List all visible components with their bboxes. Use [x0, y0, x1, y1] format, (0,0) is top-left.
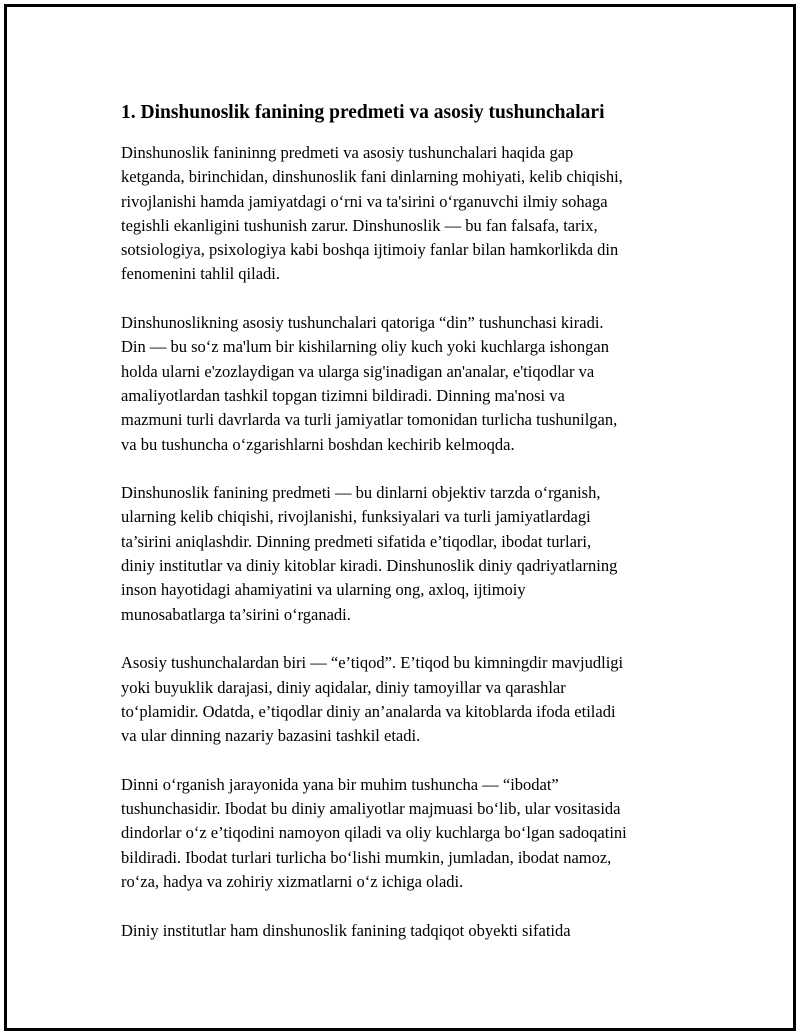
text-line: munosabatlarga ta’sirini o‘rganadi.: [121, 604, 351, 624]
text-line: va ular dinning nazariy bazasini tashkil etadi.: [121, 726, 421, 746]
text-line: ro‘za, hadya va zohiriy xizmatlarni o‘z ichiga oladi.: [121, 871, 464, 891]
text-line: yoki buyuklik darajasi, diniy aqidalar, diniy tamoyillar va qarashlar: [121, 677, 566, 697]
text-line: tushunchasidir. Ibodat bu diniy amaliyotlar majmuasi bo‘lib, ular vositasida: [121, 799, 621, 819]
text-line: mazmuni turli davrlarda va turli jamiyatlar tomonidan turlicha tushunilgan,: [121, 410, 618, 430]
text-line: Dinshunoslik fanininng predmeti va asosiy tushunchalari haqida gap: [121, 143, 574, 162]
paragraph: [121, 141, 681, 287]
text-line: fenomenini tahlil qiladi.: [121, 264, 281, 284]
text-line: Din — bu so‘z ma'lum bir kishilarning oliy kuch yoki kuchlarga ishongan: [121, 337, 609, 357]
text-line: ularning kelib chiqishi, rivojlanishi, funksiyalari va turli jamiyatlardagi: [121, 507, 591, 527]
text-line: amaliyotlardan tashkil topgan tizimni bildiradi. Dinning ma'nosi va: [121, 385, 565, 405]
paragraph: [121, 919, 681, 943]
text-line: diniy institutlar va diniy kitoblar kiradi. Dinshunoslik diniy qadriyatlarning: [121, 556, 618, 576]
paragraph: [121, 481, 681, 627]
page-frame: [4, 4, 796, 1031]
text-line: bildiradi. Ibodat turlari turlicha bo‘lishi mumkin, jumladan, ibodat namoz,: [121, 847, 612, 867]
text-line: Asosiy tushunchalardan biri — “e’tiqod”. E’tiqod bu kimningdir mavjudligi: [121, 653, 624, 673]
paragraph: [121, 773, 681, 894]
text-line: Dinshunoslikning asosiy tushunchalari qatoriga “din” tushunchasi kiradi.: [121, 313, 604, 333]
text-line: inson hayotidagi ahamiyatini va ularning ong, axloq, ijtimoiy: [121, 580, 526, 600]
text-line: Dinni o‘rganish jarayonida yana bir muhim tushuncha — “ibodat”: [121, 774, 559, 794]
text-line: sotsiologiya, psixologiya kabi boshqa ijtimoiy fanlar bilan hamkorlikda din: [121, 240, 619, 260]
text-line: tegishli ekanligini tushunish zarur. Dinshunoslik — bu fan falsafa, tarix,: [121, 215, 598, 235]
text-line: to‘plamidir. Odatda, e’tiqodlar diniy an’analarda va kitoblarda ifoda etiladi: [121, 701, 616, 721]
paragraph: [121, 651, 681, 748]
text-line: va bu tushuncha o‘zgarishlarni boshdan kechirib kelmoqda.: [121, 434, 515, 454]
document-body: [121, 99, 681, 967]
text-line: ta’sirini aniqlashdir. Dinning predmeti sifatida e’tiqodlar, ibodat turlari,: [121, 531, 592, 551]
paragraph-list: [121, 141, 681, 943]
paragraph: [121, 311, 681, 457]
text-line: Diniy institutlar ham dinshunoslik fanining tadqiqot obyekti sifatida: [121, 920, 571, 940]
text-line: ketganda, birinchidan, dinshunoslik fani dinlarning mohiyati, kelib chiqishi,: [121, 167, 623, 187]
text-line: rivojlanishi hamda jamiyatdagi o‘rni va ta'sirini o‘rganuvchi ilmiy sohaga: [121, 191, 608, 211]
text-line: Dinshunoslik fanining predmeti — bu dinlarni objektiv tarzda o‘rganish,: [121, 483, 601, 503]
section-heading: 1. Dinshunoslik fanining predmeti va asosiy tushunchalari: [121, 102, 605, 123]
text-line: dindorlar o‘z e’tiqodini namoyon qiladi va oliy kuchlarga bo‘lgan sadoqatini: [121, 823, 627, 843]
text-line: holda ularni e'zozlaydigan va ularga sig'inadigan an'analar, e'tiqodlar va: [121, 361, 595, 381]
